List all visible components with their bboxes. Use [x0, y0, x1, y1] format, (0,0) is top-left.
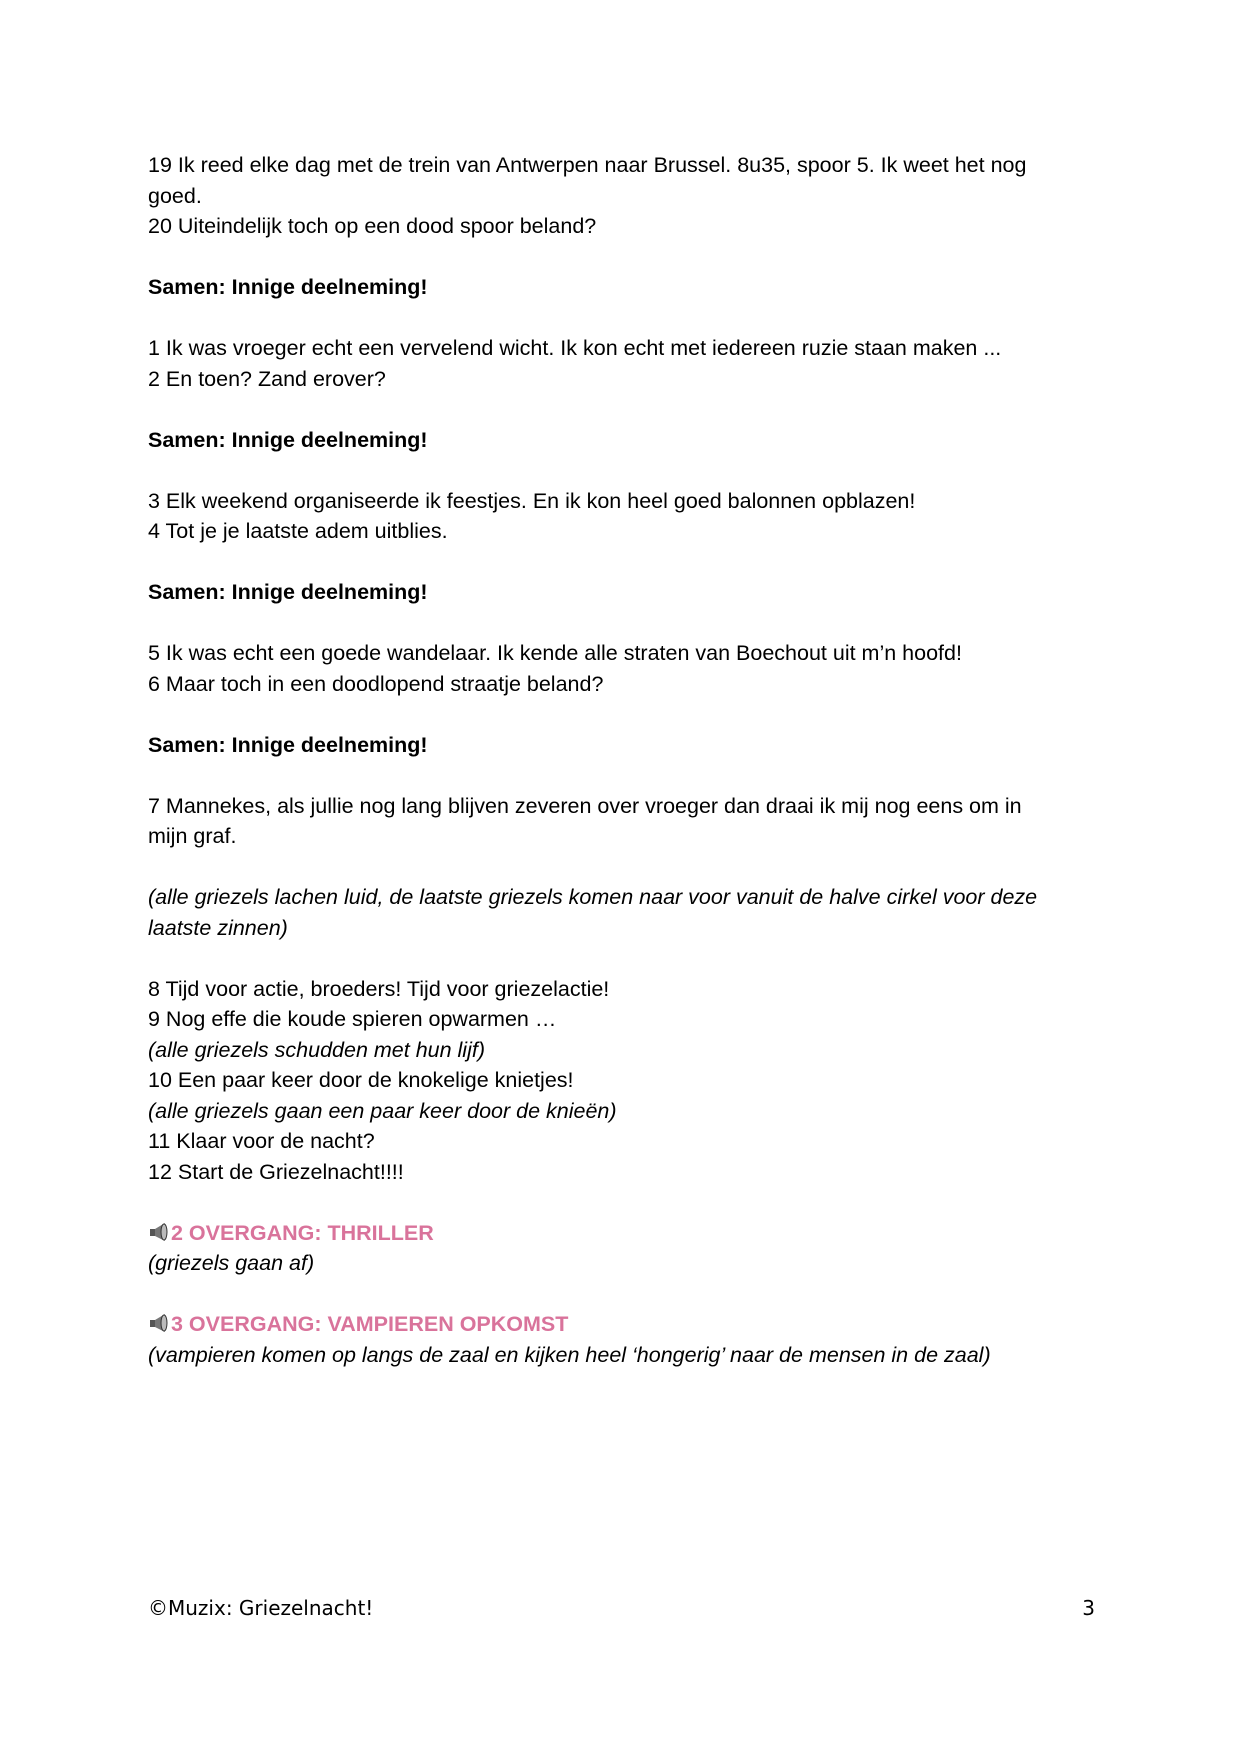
stage-direction: (vampieren komen op langs de zaal en kijken heel ‘hongerig’ naar de mensen in de zaal)	[148, 1342, 991, 1367]
line-6: 6 Maar toch in een doodlopend straatje beland?	[148, 671, 604, 696]
speaker-icon	[148, 1311, 170, 1331]
line-12: 12 Start de Griezelnacht!!!!	[148, 1159, 404, 1184]
line-7b: mijn graf.	[148, 824, 237, 848]
page-number: 3	[1082, 1596, 1095, 1620]
music-cue-label: 2 OVERGANG: THRILLER	[171, 1220, 434, 1245]
footer-copyright: ©Muzix: Griezelnacht!	[148, 1596, 374, 1620]
music-cue-2	[148, 1218, 1098, 1249]
line-19b: goed.	[148, 183, 202, 208]
music-cue-label: 3 OVERGANG: VAMPIEREN OPKOMST	[171, 1312, 569, 1336]
line-5: 5 Ik was echt een goede wandelaar. Ik kende alle straten van Boechout uit m’n hoofd!	[148, 641, 962, 665]
line-8: 8 Tijd voor actie, broeders! Tijd voor griezelactie!	[148, 976, 610, 1001]
chorus-line: Samen: Innige deelneming!	[148, 732, 428, 757]
line-19a: 19 Ik reed elke dag met de trein van Antwerpen naar Brussel. 8u35, spoor 5. Ik weet het nog	[148, 153, 1027, 177]
line-4: 4 Tot je je laatste adem uitblies.	[148, 519, 448, 543]
stage-direction: (alle griezels schudden met hun lijf)	[148, 1037, 485, 1062]
music-cue-3	[148, 1309, 1098, 1340]
speaker-icon	[148, 1220, 170, 1240]
line-1: 1 Ik was vroeger echt een vervelend wicht. Ik kon echt met iedereen ruzie staan maken ...	[148, 336, 1002, 360]
line-3: 3 Elk weekend organiseerde ik feestjes. En ik kon heel goed balonnen opblazen!	[148, 488, 916, 513]
chorus-line: Samen: Innige deelneming!	[148, 427, 428, 452]
stage-direction: laatste zinnen)	[148, 915, 288, 940]
stage-direction: (griezels gaan af)	[148, 1251, 315, 1275]
stage-direction: (alle griezels gaan een paar keer door de knieën)	[148, 1098, 617, 1123]
stage-direction: (alle griezels lachen luid, de laatste griezels komen naar voor vanuit de halve cirkel voor deze	[148, 885, 1038, 909]
line-10: 10 Een paar keer door de knokelige knietjes!	[148, 1068, 574, 1092]
line-20: 20 Uiteindelijk toch op een dood spoor beland?	[148, 214, 597, 238]
line-11: 11 Klaar voor de nacht?	[148, 1129, 375, 1153]
line-2: 2 En toen? Zand erover?	[148, 366, 386, 391]
line-7a: 7 Mannekes, als jullie nog lang blijven zeveren over vroeger dan draai ik mij nog eens om in	[148, 793, 1022, 818]
document-body	[148, 150, 1098, 1370]
chorus-line: Samen: Innige deelneming!	[148, 275, 428, 299]
line-9: 9 Nog effe die koude spieren opwarmen …	[148, 1007, 557, 1031]
chorus-line: Samen: Innige deelneming!	[148, 580, 428, 604]
